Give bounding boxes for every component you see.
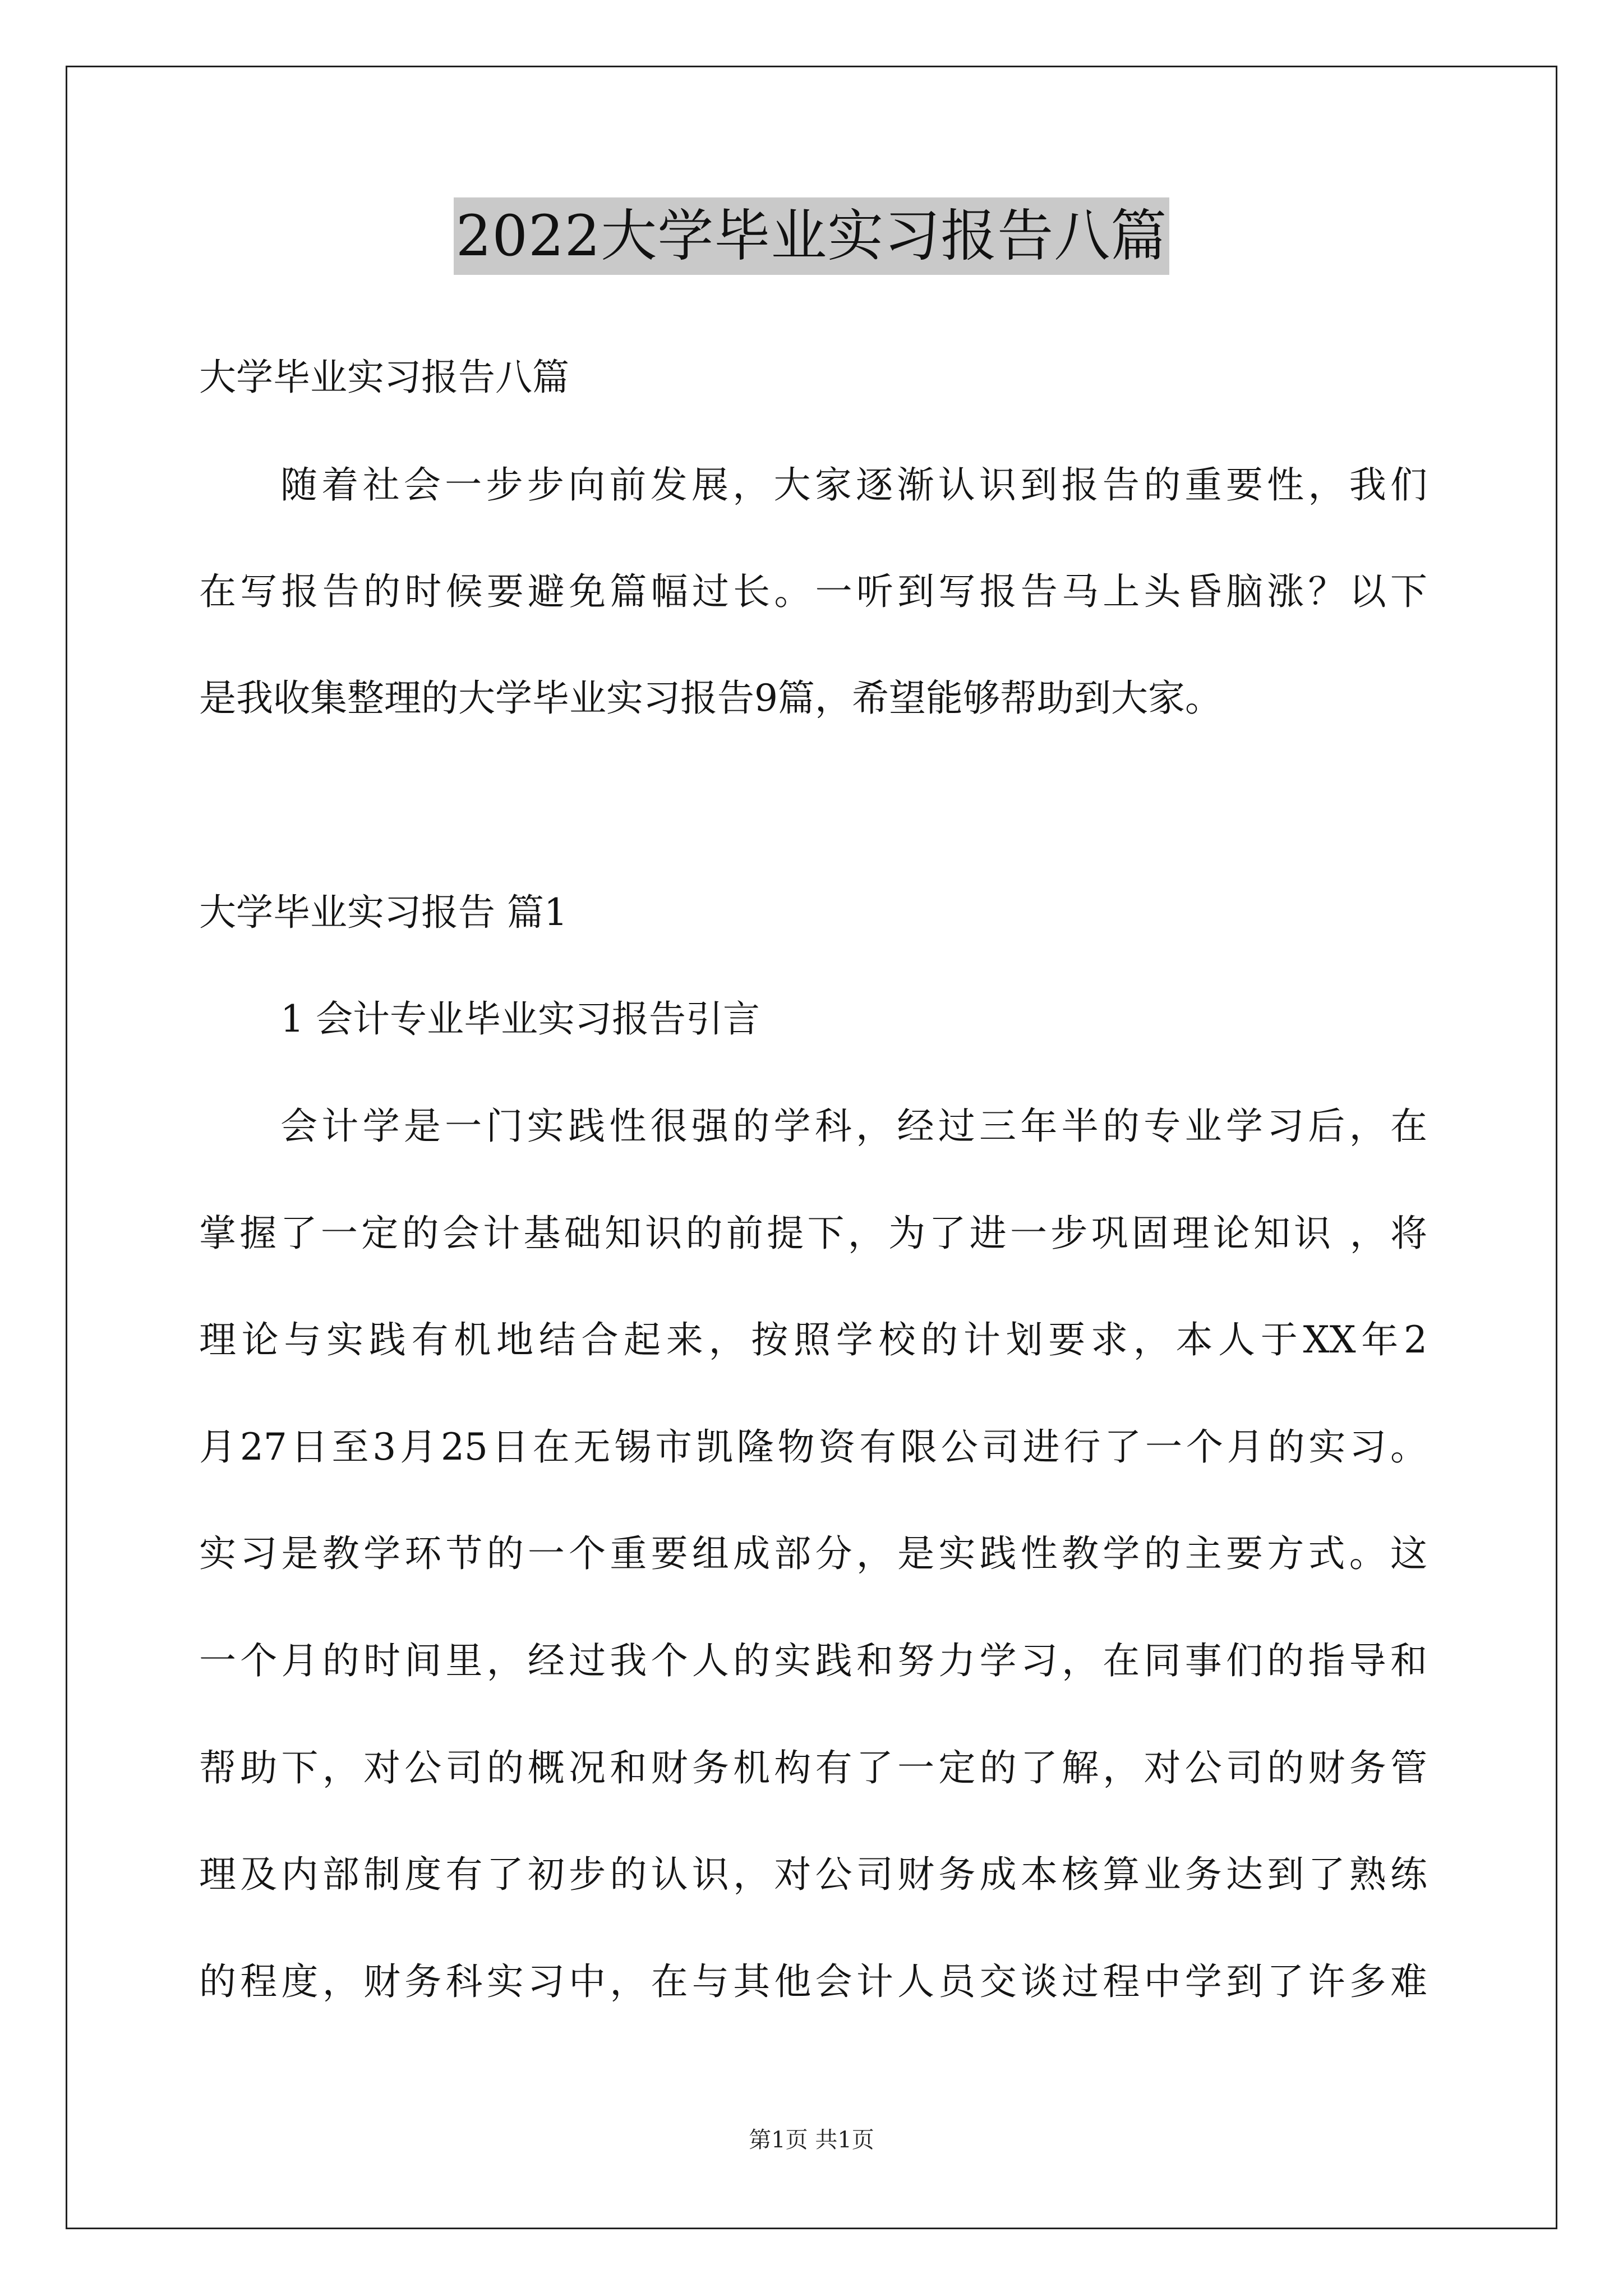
document-title: 2022大学毕业实习报告八篇	[454, 197, 1170, 275]
intro-line-2: 在写报告的时候要避免篇幅过长。一听到写报告马上头昏脑涨？以下	[199, 570, 1427, 613]
page-footer: 第1页 共1页	[749, 2127, 874, 2153]
body-line-2: 掌握了一定的会计基础知识的前提下，为了进一步巩固理论知识 ，将	[199, 1212, 1427, 1255]
body-line-5: 实习是教学环节的一个重要组成部分，是实践性教学的主要方式。这	[199, 1532, 1427, 1575]
intro-line-1: 随着社会一步步向前发展，大家逐渐认识到报告的重要性，我们	[280, 463, 1427, 507]
body-line-4: 月27日至3月25日在无锡市凯隆物资有限公司进行了一个月的实习。	[199, 1425, 1427, 1469]
title-container	[0, 197, 1623, 275]
body-line-9: 的程度，财务科实习中，在与其他会计人员交谈过程中学到了许多难	[199, 1960, 1427, 2003]
body-line-3: 理论与实践有机地结合起来，按照学校的计划要求，本人于XX年2	[199, 1318, 1427, 1361]
body-line-1: 会计学是一门实践性很强的学科，经过三年半的专业学习后，在	[280, 1105, 1427, 1148]
sub-heading: 1 会计专业毕业实习报告引言	[280, 997, 760, 1041]
body-line-6: 一个月的时间里，经过我个人的实践和努力学习，在同事们的指导和	[199, 1639, 1427, 1682]
body-line-7: 帮助下，对公司的概况和财务机构有了一定的了解，对公司的财务管	[199, 1746, 1427, 1789]
intro-line-3: 是我收集整理的大学毕业实习报告9篇，希望能够帮助到大家。	[199, 677, 1222, 720]
subtitle: 大学毕业实习报告八篇	[199, 356, 569, 399]
body-line-8: 理及内部制度有了初步的认识，对公司财务成本核算业务达到了熟练	[199, 1853, 1427, 1896]
section-heading: 大学毕业实习报告 篇1	[199, 891, 568, 934]
